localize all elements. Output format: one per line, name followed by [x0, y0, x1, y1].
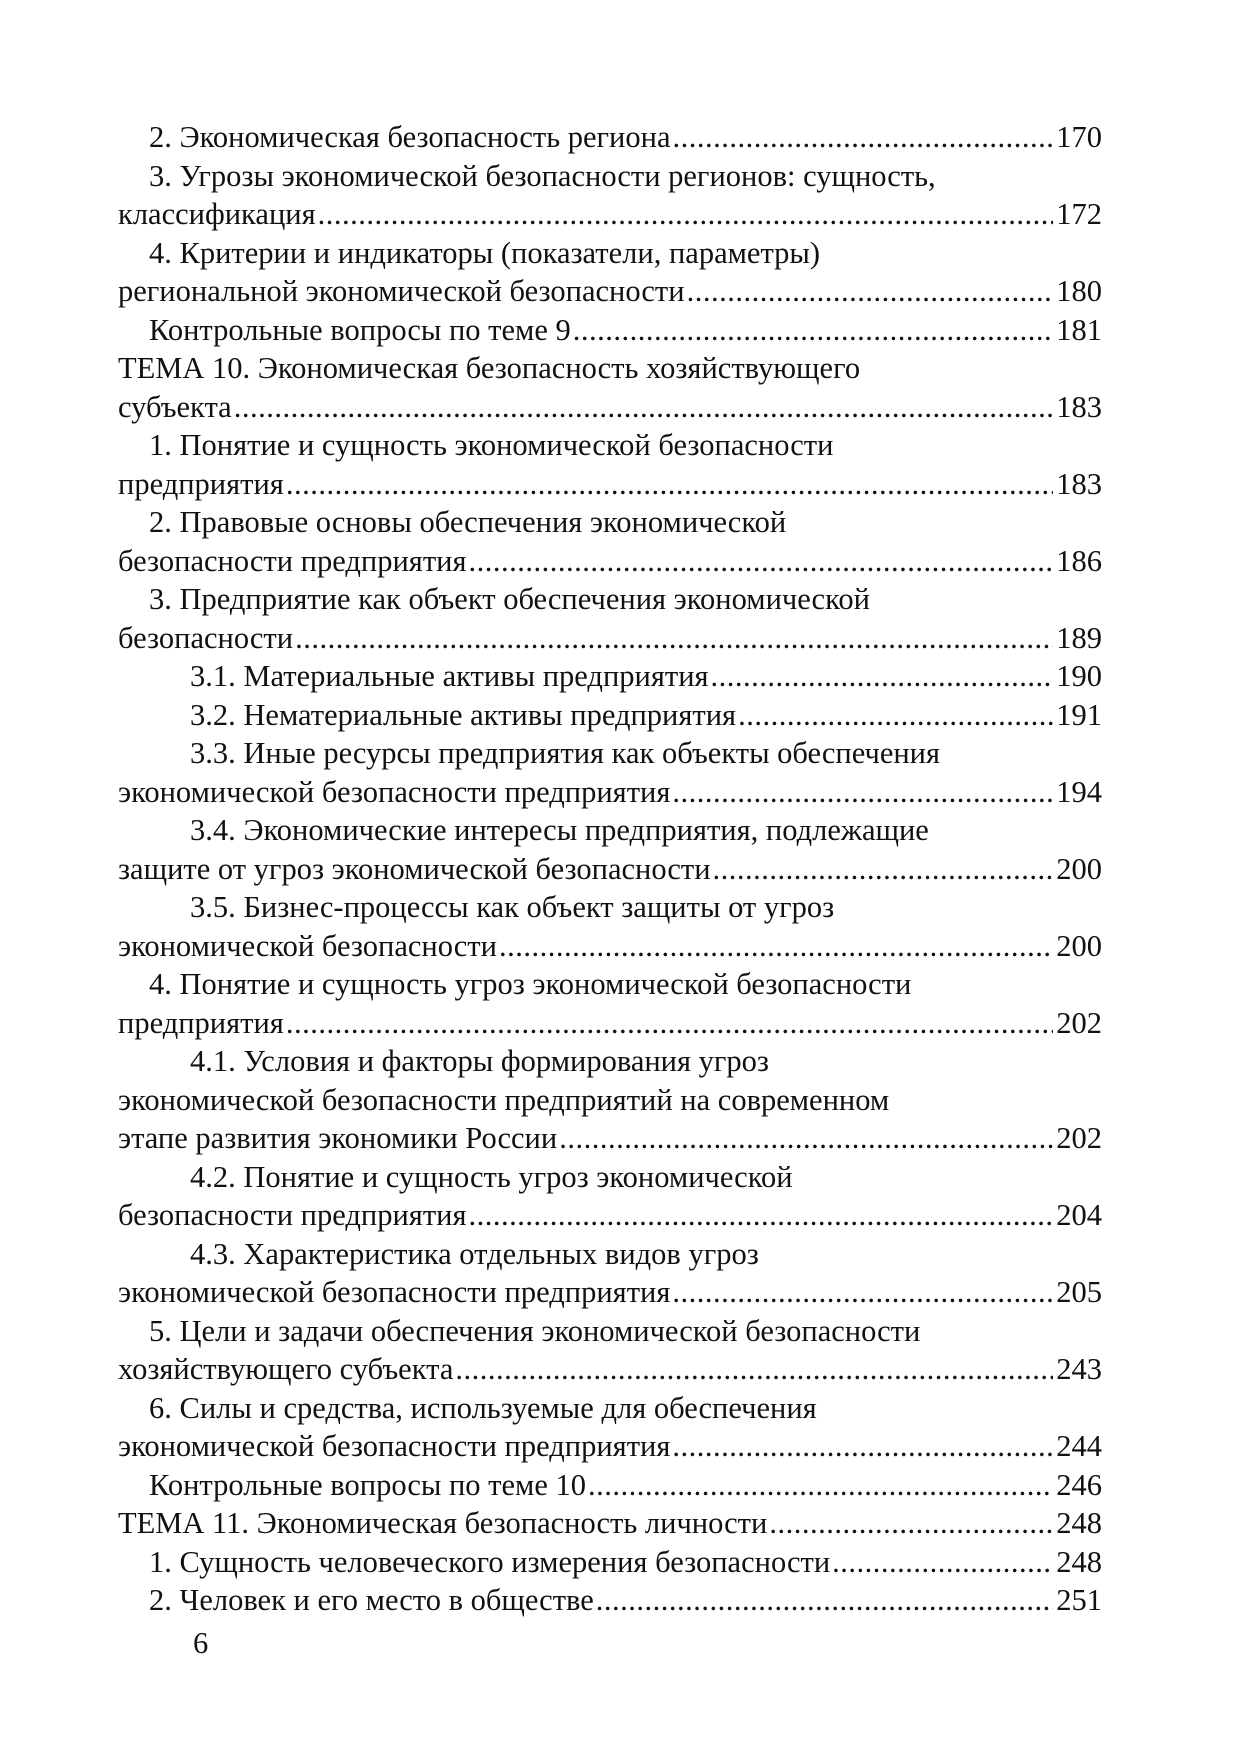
toc-entry-text: 4. Понятие и сущность угроз экономической безопасности — [149, 967, 912, 1001]
toc-entry-text: 3.4. Экономические интересы предприятия, подлежащие — [190, 813, 929, 847]
toc-entry-text: 3.3. Иные ресурсы предприятия как объекты обеспечения — [190, 736, 941, 770]
toc-line — [118, 965, 1102, 1004]
toc-line — [118, 1543, 1102, 1582]
toc-line — [118, 272, 1102, 311]
toc-line — [118, 927, 1102, 966]
toc-line — [118, 696, 1102, 735]
toc-page-number: 244 — [1056, 1429, 1102, 1463]
dot-leader — [673, 118, 1054, 157]
dot-leader — [687, 272, 1054, 311]
toc-line — [118, 388, 1102, 427]
toc-entry-text: экономической безопасности предприятий на современном — [118, 1082, 890, 1117]
toc-entry-text: экономической безопасности предприятия — [118, 774, 671, 809]
toc-entry-text: 4.1. Условия и факторы формирования угроз — [190, 1044, 769, 1078]
toc-page-number: 186 — [1056, 543, 1102, 578]
toc-line — [118, 657, 1102, 696]
toc-page-number: 251 — [1056, 1583, 1102, 1617]
toc-entry-text: защите от угроз экономической безопасности — [118, 851, 711, 886]
toc-line — [118, 234, 1102, 273]
toc-entry-text: Контрольные вопросы по теме 10 — [149, 1467, 587, 1502]
toc-page-number: 248 — [1056, 1544, 1102, 1579]
toc-line — [118, 426, 1102, 465]
toc-line — [118, 1350, 1102, 1389]
toc-entry-text: 4.2. Понятие и сущность угроз экономической — [190, 1159, 793, 1194]
toc-line — [118, 619, 1102, 658]
toc-entry-text: экономической безопасности — [118, 928, 497, 963]
toc-line — [118, 1081, 1102, 1120]
toc-page-number: 200 — [1056, 928, 1102, 963]
toc-entry-text: 5. Цели и задачи обеспечения экономической безопасности — [149, 1313, 921, 1348]
toc-line — [118, 195, 1102, 234]
toc-page-number: 200 — [1056, 851, 1102, 886]
toc-page-number: 183 — [1056, 389, 1102, 424]
dot-leader — [713, 850, 1054, 889]
toc-entry-text: 4. Критерии и индикаторы (показатели, параметры) — [149, 235, 821, 270]
toc-page-number: 202 — [1056, 1121, 1102, 1155]
toc-entry-text: 2. Правовые основы обеспечения экономической — [149, 505, 787, 539]
toc-line — [118, 850, 1102, 889]
toc-line — [118, 1427, 1102, 1466]
toc-line — [118, 1389, 1102, 1428]
toc-line — [118, 157, 1102, 196]
toc-entry-text: экономической безопасности предприятия — [118, 1429, 671, 1463]
toc-line — [118, 1004, 1102, 1043]
toc-line — [118, 773, 1102, 812]
toc-page-number: 190 — [1056, 659, 1102, 693]
dot-leader — [318, 195, 1054, 234]
dot-leader — [286, 1004, 1053, 1043]
toc-entry-text: 6. Силы и средства, используемые для обеспечения — [149, 1390, 817, 1425]
toc-line — [118, 1581, 1102, 1620]
toc-entry-text: безопасности — [118, 620, 294, 655]
toc-entry-text: безопасности предприятия — [118, 543, 467, 578]
toc-page-number: 180 — [1056, 274, 1102, 308]
toc-page-number: 194 — [1056, 774, 1102, 809]
toc-page-number: 181 — [1056, 312, 1102, 347]
toc-entry-text: субъекта — [118, 389, 232, 424]
dot-leader — [573, 311, 1053, 350]
toc-page-number: 191 — [1056, 697, 1102, 732]
toc-line — [118, 888, 1102, 927]
toc-entry-text: 2. Человек и его место в обществе — [149, 1583, 594, 1617]
dot-leader — [295, 619, 1053, 658]
toc-line — [118, 1312, 1102, 1351]
toc-line — [118, 1504, 1102, 1543]
toc-line — [118, 1042, 1102, 1081]
toc-entry-text: ТЕМА 11. Экономическая безопасность личности — [118, 1506, 768, 1540]
toc-page-number: 205 — [1056, 1275, 1102, 1309]
dot-leader — [769, 1504, 1053, 1543]
dot-leader — [738, 696, 1053, 735]
toc-line — [118, 1466, 1102, 1505]
toc-page-number: 248 — [1056, 1506, 1102, 1540]
toc-line — [118, 118, 1102, 157]
dot-leader — [234, 388, 1054, 427]
toc-line — [118, 1273, 1102, 1312]
toc-entry-text: 1. Понятие и сущность экономической безопасности — [149, 428, 834, 462]
dot-leader — [588, 1466, 1053, 1505]
toc-entry-text: 3.2. Нематериальные активы предприятия — [190, 697, 737, 732]
toc-entry-text: 3. Предприятие как объект обеспечения экономической — [149, 582, 870, 616]
dot-leader — [596, 1581, 1053, 1620]
toc-page-number: 170 — [1056, 120, 1102, 154]
toc-entry-text: классификация — [118, 197, 316, 231]
toc-line — [118, 465, 1102, 504]
toc-line — [118, 349, 1102, 388]
table-of-contents — [118, 118, 1102, 1620]
toc-page-number: 204 — [1056, 1198, 1102, 1232]
dot-leader — [672, 1427, 1053, 1466]
toc-page-number: 202 — [1056, 1005, 1102, 1040]
toc-entry-text: безопасности предприятия — [118, 1198, 467, 1232]
dot-leader — [469, 542, 1054, 581]
toc-line — [118, 1235, 1102, 1274]
toc-line — [118, 734, 1102, 773]
dot-leader — [672, 1273, 1053, 1312]
toc-line — [118, 542, 1102, 581]
toc-page-number: 246 — [1056, 1467, 1102, 1502]
dot-leader — [672, 773, 1053, 812]
dot-leader — [499, 927, 1053, 966]
toc-entry-text: 3.5. Бизнес-процессы как объект защиты от угроз — [190, 890, 835, 924]
toc-line — [118, 1196, 1102, 1235]
toc-entry-text: Контрольные вопросы по теме 9 — [149, 312, 571, 347]
toc-page-number: 172 — [1056, 197, 1102, 231]
dot-leader — [832, 1543, 1053, 1582]
dot-leader — [286, 465, 1053, 504]
toc-entry-text: 1. Сущность человеческого измерения безопасности — [149, 1544, 831, 1579]
dot-leader — [559, 1119, 1053, 1158]
toc-entry-text: 3.1. Материальные активы предприятия — [190, 659, 709, 693]
toc-entry-text: 3. Угрозы экономической безопасности регионов: сущность, — [149, 158, 936, 193]
toc-entry-text: предприятия — [118, 466, 284, 501]
dot-leader — [469, 1196, 1054, 1235]
dot-leader — [711, 657, 1054, 696]
toc-line — [118, 311, 1102, 350]
toc-line — [118, 503, 1102, 542]
toc-entry-text: экономической безопасности предприятия — [118, 1275, 671, 1309]
toc-page-number: 183 — [1056, 466, 1102, 501]
toc-page-number: 243 — [1056, 1352, 1102, 1386]
toc-entry-text: предприятия — [118, 1005, 284, 1040]
toc-line — [118, 1158, 1102, 1197]
toc-entry-text: региональной экономической безопасности — [118, 274, 685, 308]
toc-line — [118, 580, 1102, 619]
toc-line — [118, 811, 1102, 850]
toc-entry-text: этапе развития экономики России — [118, 1121, 558, 1155]
page-number: 6 — [193, 1626, 209, 1660]
toc-entry-text: хозяйствующего субъекта — [118, 1352, 454, 1386]
toc-page-number: 189 — [1056, 620, 1102, 655]
toc-entry-text: 4.3. Характеристика отдельных видов угроз — [190, 1236, 759, 1271]
toc-entry-text: ТЕМА 10. Экономическая безопасность хозяйствующего — [118, 351, 861, 385]
dot-leader — [455, 1350, 1053, 1389]
toc-line — [118, 1119, 1102, 1158]
toc-entry-text: 2. Экономическая безопасность региона — [149, 120, 671, 154]
